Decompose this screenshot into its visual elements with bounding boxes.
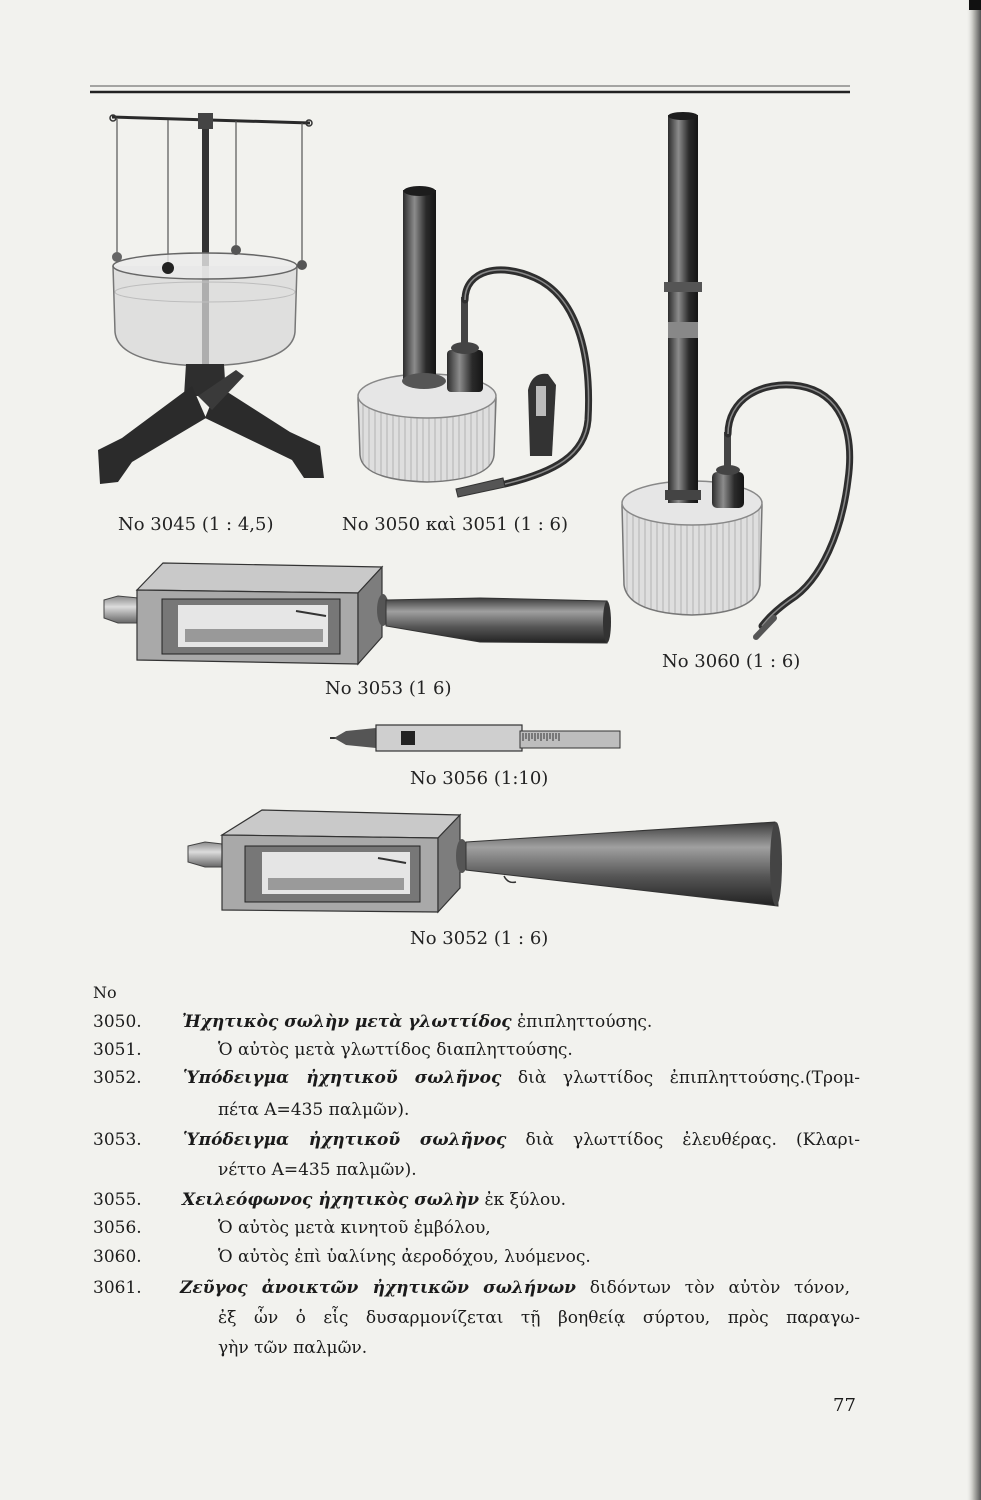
left-nozzle <box>188 842 222 867</box>
item-number: 3056. <box>93 1218 142 1238</box>
caption-3056: No 3056 (1:10) <box>410 768 549 789</box>
item-description: Ὁ αὐτὸς μετὰ κινητοῦ ἐμβόλου, <box>218 1218 491 1238</box>
item-title: Χειλεόφωνος ἠχητικὸς σωλὴν <box>182 1190 480 1210</box>
page-number: 77 <box>833 1395 856 1416</box>
tube-tip <box>334 728 376 748</box>
tube-body <box>376 725 522 751</box>
figure-3045-illustration <box>98 113 324 484</box>
item-description-continued: ἐξ ὧν ὁ εἷς δυσαρμονίζεται τῇ βοηθείᾳ σύρτου, πρὸς παραγω- <box>218 1308 860 1328</box>
item-text <box>183 1129 860 1151</box>
item-description: διὰ γλωττίδος ἐλευθέρας. (Κλαρι- <box>525 1130 861 1150</box>
pendulum-ball-3 <box>231 245 241 255</box>
item-number: 3055. <box>93 1190 142 1210</box>
item-description-continued: γὴν τῶν παλμῶν. <box>218 1338 368 1358</box>
item-description-continued: πέτα A=435 παλμῶν). <box>218 1100 410 1120</box>
figure-3052-illustration <box>188 810 782 912</box>
stand-leg-right <box>205 386 324 478</box>
tube-slide-band <box>668 322 698 338</box>
trumpet-hook <box>504 876 516 882</box>
sound-tube-collar <box>402 373 446 389</box>
sound-tube-mouth <box>404 186 436 196</box>
item-description-continued: νέττο A=435 παλμῶν). <box>218 1160 417 1180</box>
trumpet-bell-end <box>770 822 782 906</box>
item-number: 3060. <box>93 1247 142 1267</box>
bottle-neck-cap <box>451 342 479 354</box>
bottle-neck-cap <box>716 465 740 475</box>
trumpet-bell <box>466 822 778 906</box>
figure-3053-illustration <box>104 563 611 664</box>
tall-tube-mouth <box>668 112 698 120</box>
glass-vessel-rim <box>113 253 297 279</box>
box-top-face <box>222 810 460 838</box>
stand-leg-left <box>98 386 206 484</box>
item-number: 3061. <box>93 1278 142 1298</box>
corner-mark <box>969 0 981 10</box>
item-number: 3052. <box>93 1068 142 1088</box>
item-text <box>182 1189 566 1211</box>
box-top-face <box>137 563 382 593</box>
item-number: 3050. <box>93 1012 142 1032</box>
tube-ring-upper <box>664 282 702 292</box>
tall-sound-tube <box>668 115 698 503</box>
reed-window <box>536 386 546 416</box>
conical-tube <box>386 598 607 643</box>
right-page-edge <box>966 0 981 1500</box>
bottle-neck <box>447 350 483 392</box>
item-description: διὰ γλωττίδος ἐπιπληττούσης.(Τρομ- <box>517 1068 860 1088</box>
item-title: Ζεῦγος ἀνοικτῶν ἠχητικῶν σωλήνων <box>180 1278 576 1298</box>
item-description: ἐκ ξύλου. <box>484 1190 567 1210</box>
caption-3050-3051: No 3050 καὶ 3051 (1 : 6) <box>342 514 569 535</box>
item-description: ἐπιπληττούσης. <box>517 1012 653 1032</box>
item-text <box>183 1067 860 1089</box>
item-description: Ὁ αὐτὸς μετὰ γλωττίδος διαπληττούσης. <box>218 1040 573 1060</box>
item-text <box>182 1011 652 1033</box>
item-title: Ὑπόδειγμα ἠχητικοῦ σωλῆνος <box>183 1068 502 1088</box>
reed-bar <box>185 629 323 642</box>
figure-3050-illustration <box>358 186 589 497</box>
figure-3060-illustration <box>622 112 850 637</box>
pendulum-ball-2 <box>162 262 174 274</box>
item-number: 3053. <box>93 1130 142 1150</box>
bottle-neck <box>712 472 744 508</box>
sound-tube <box>403 190 436 382</box>
caption-3060: No 3060 (1 : 6) <box>662 651 801 672</box>
item-text <box>180 1277 850 1299</box>
item-title: Ὑπόδειγμα ἠχητικοῦ σωλῆνος <box>183 1130 507 1150</box>
left-nozzle <box>104 596 138 623</box>
tube-window <box>401 731 415 745</box>
tube-end <box>603 601 611 643</box>
reed-bar <box>268 878 404 890</box>
pendulum-ball-1 <box>112 252 122 262</box>
list-heading: No <box>93 983 117 1002</box>
item-number: 3051. <box>93 1040 142 1060</box>
caption-3052: No 3052 (1 : 6) <box>410 928 549 949</box>
rod-clamp <box>198 113 213 129</box>
figure-3056-illustration <box>330 725 620 751</box>
item-description: διδόντων τὸν αὐτὸν τόνον, <box>589 1278 850 1298</box>
hose-mouthpiece <box>456 478 505 497</box>
glass-vessel <box>113 266 297 366</box>
caption-3045: No 3045 (1 : 4,5) <box>118 514 274 535</box>
pendulum-ball-4 <box>297 260 307 270</box>
item-description: Ὁ αὐτὸς ἐπὶ ὑαλίνης ἀεροδόχου, λυόμενος. <box>218 1247 591 1267</box>
tube-ring-lower <box>665 490 701 500</box>
item-title: Ἠχητικὸς σωλὴν μετὰ γλωττίδος <box>182 1012 512 1032</box>
caption-3053: No 3053 (1 6) <box>325 678 452 699</box>
